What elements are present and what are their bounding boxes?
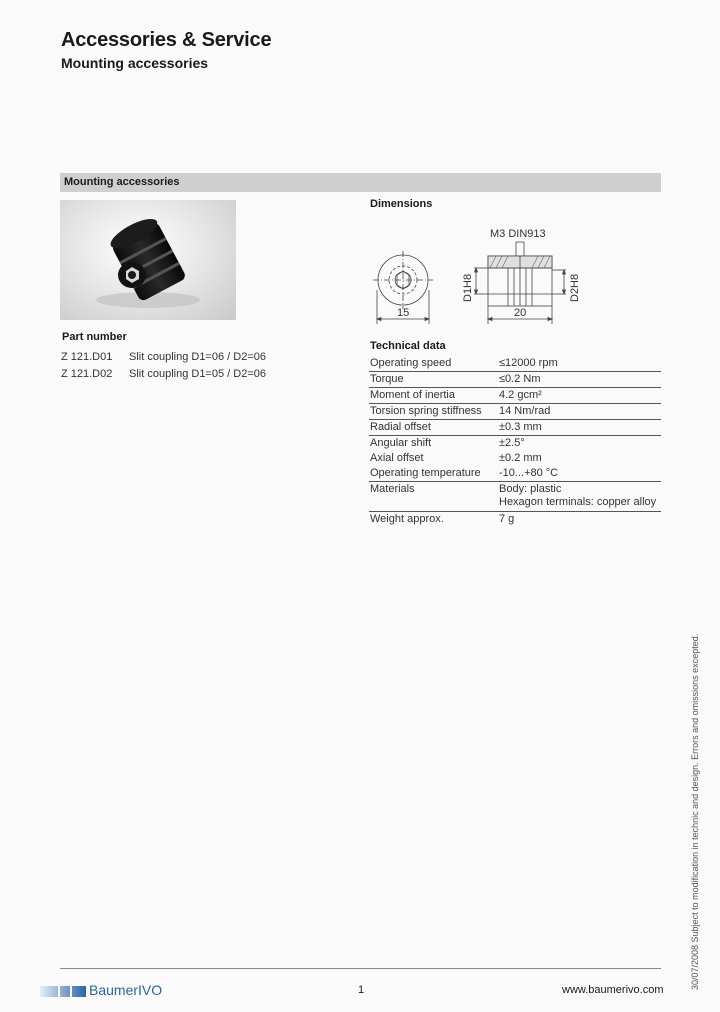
row-value-secondary: Hexagon terminals: copper alloy — [499, 496, 657, 508]
row-label: Operating temperature — [370, 467, 481, 479]
table-row — [369, 482, 661, 512]
table-row — [369, 404, 661, 420]
row-label: Moment of inertia — [370, 389, 455, 401]
row-label: Weight approx. — [370, 513, 444, 525]
part-code: Z 121.D01 — [61, 351, 113, 363]
technical-data-table — [369, 356, 661, 527]
table-row — [369, 420, 661, 436]
product-photo — [60, 200, 236, 320]
row-value-group — [499, 483, 661, 509]
row-value: 7 g — [499, 513, 515, 525]
row-label: Angular shift — [370, 437, 432, 449]
dimensions-heading: Dimensions — [370, 198, 433, 210]
table-row — [369, 372, 661, 388]
row-value: 14 Nm/rad — [499, 405, 551, 417]
row-value: ±0.2 mm — [499, 452, 542, 464]
row-label: Torsion spring stiffness — [370, 405, 482, 417]
brand-logo-bars — [40, 984, 86, 995]
row-value: Body: plastic — [499, 483, 562, 495]
row-value: ≤12000 rpm — [499, 357, 558, 369]
part-number-heading: Part number — [62, 331, 127, 343]
website-link[interactable]: www.baumerivo.com — [562, 984, 664, 996]
part-row — [61, 351, 266, 363]
page-title: Accessories & Service — [61, 29, 272, 51]
table-row — [369, 388, 661, 404]
brand-name: BaumerIVO — [89, 982, 163, 998]
section-title: Mounting accessories — [64, 176, 180, 188]
front-width-label: 15 — [397, 307, 410, 319]
disclaimer-text: 30/07/2008 Subject to modification in technic and design. Errors and omissions excepted. — [690, 633, 700, 990]
table-row — [369, 512, 661, 527]
section-bar — [60, 173, 661, 192]
row-label: Radial offset — [370, 421, 431, 433]
dimension-svg — [350, 222, 580, 326]
technical-data-heading: Technical data — [370, 340, 446, 352]
row-value: 4.2 gcm² — [499, 389, 542, 401]
dimension-drawing — [350, 222, 580, 326]
table-row — [369, 451, 661, 466]
part-row — [61, 368, 266, 380]
part-description: Slit coupling D1=06 / D2=06 — [129, 351, 266, 363]
coupling-image — [60, 200, 236, 320]
table-row — [369, 466, 661, 482]
row-value: ±2.5° — [499, 437, 525, 449]
screw-label: M3 DIN913 — [490, 228, 546, 240]
table-row — [369, 436, 661, 451]
page-number: 1 — [358, 984, 365, 996]
page-subtitle: Mounting accessories — [61, 55, 209, 71]
row-label: Materials — [370, 483, 415, 495]
row-label: Torque — [370, 373, 404, 385]
part-code: Z 121.D02 — [61, 368, 113, 380]
d1-label: D1H8 — [462, 273, 474, 302]
row-value: ≤0.2 Nm — [499, 373, 541, 385]
footer-divider — [60, 968, 661, 969]
row-value: ±0.3 mm — [499, 421, 542, 433]
row-label: Operating speed — [370, 357, 452, 369]
table-row — [369, 356, 661, 372]
brand-icon — [40, 986, 86, 997]
side-width-label: 20 — [514, 307, 527, 319]
row-label: Axial offset — [370, 452, 424, 464]
row-value: -10...+80 °C — [499, 467, 559, 479]
part-description: Slit coupling D1=05 / D2=06 — [129, 368, 266, 380]
d2-label: D2H8 — [569, 273, 580, 302]
